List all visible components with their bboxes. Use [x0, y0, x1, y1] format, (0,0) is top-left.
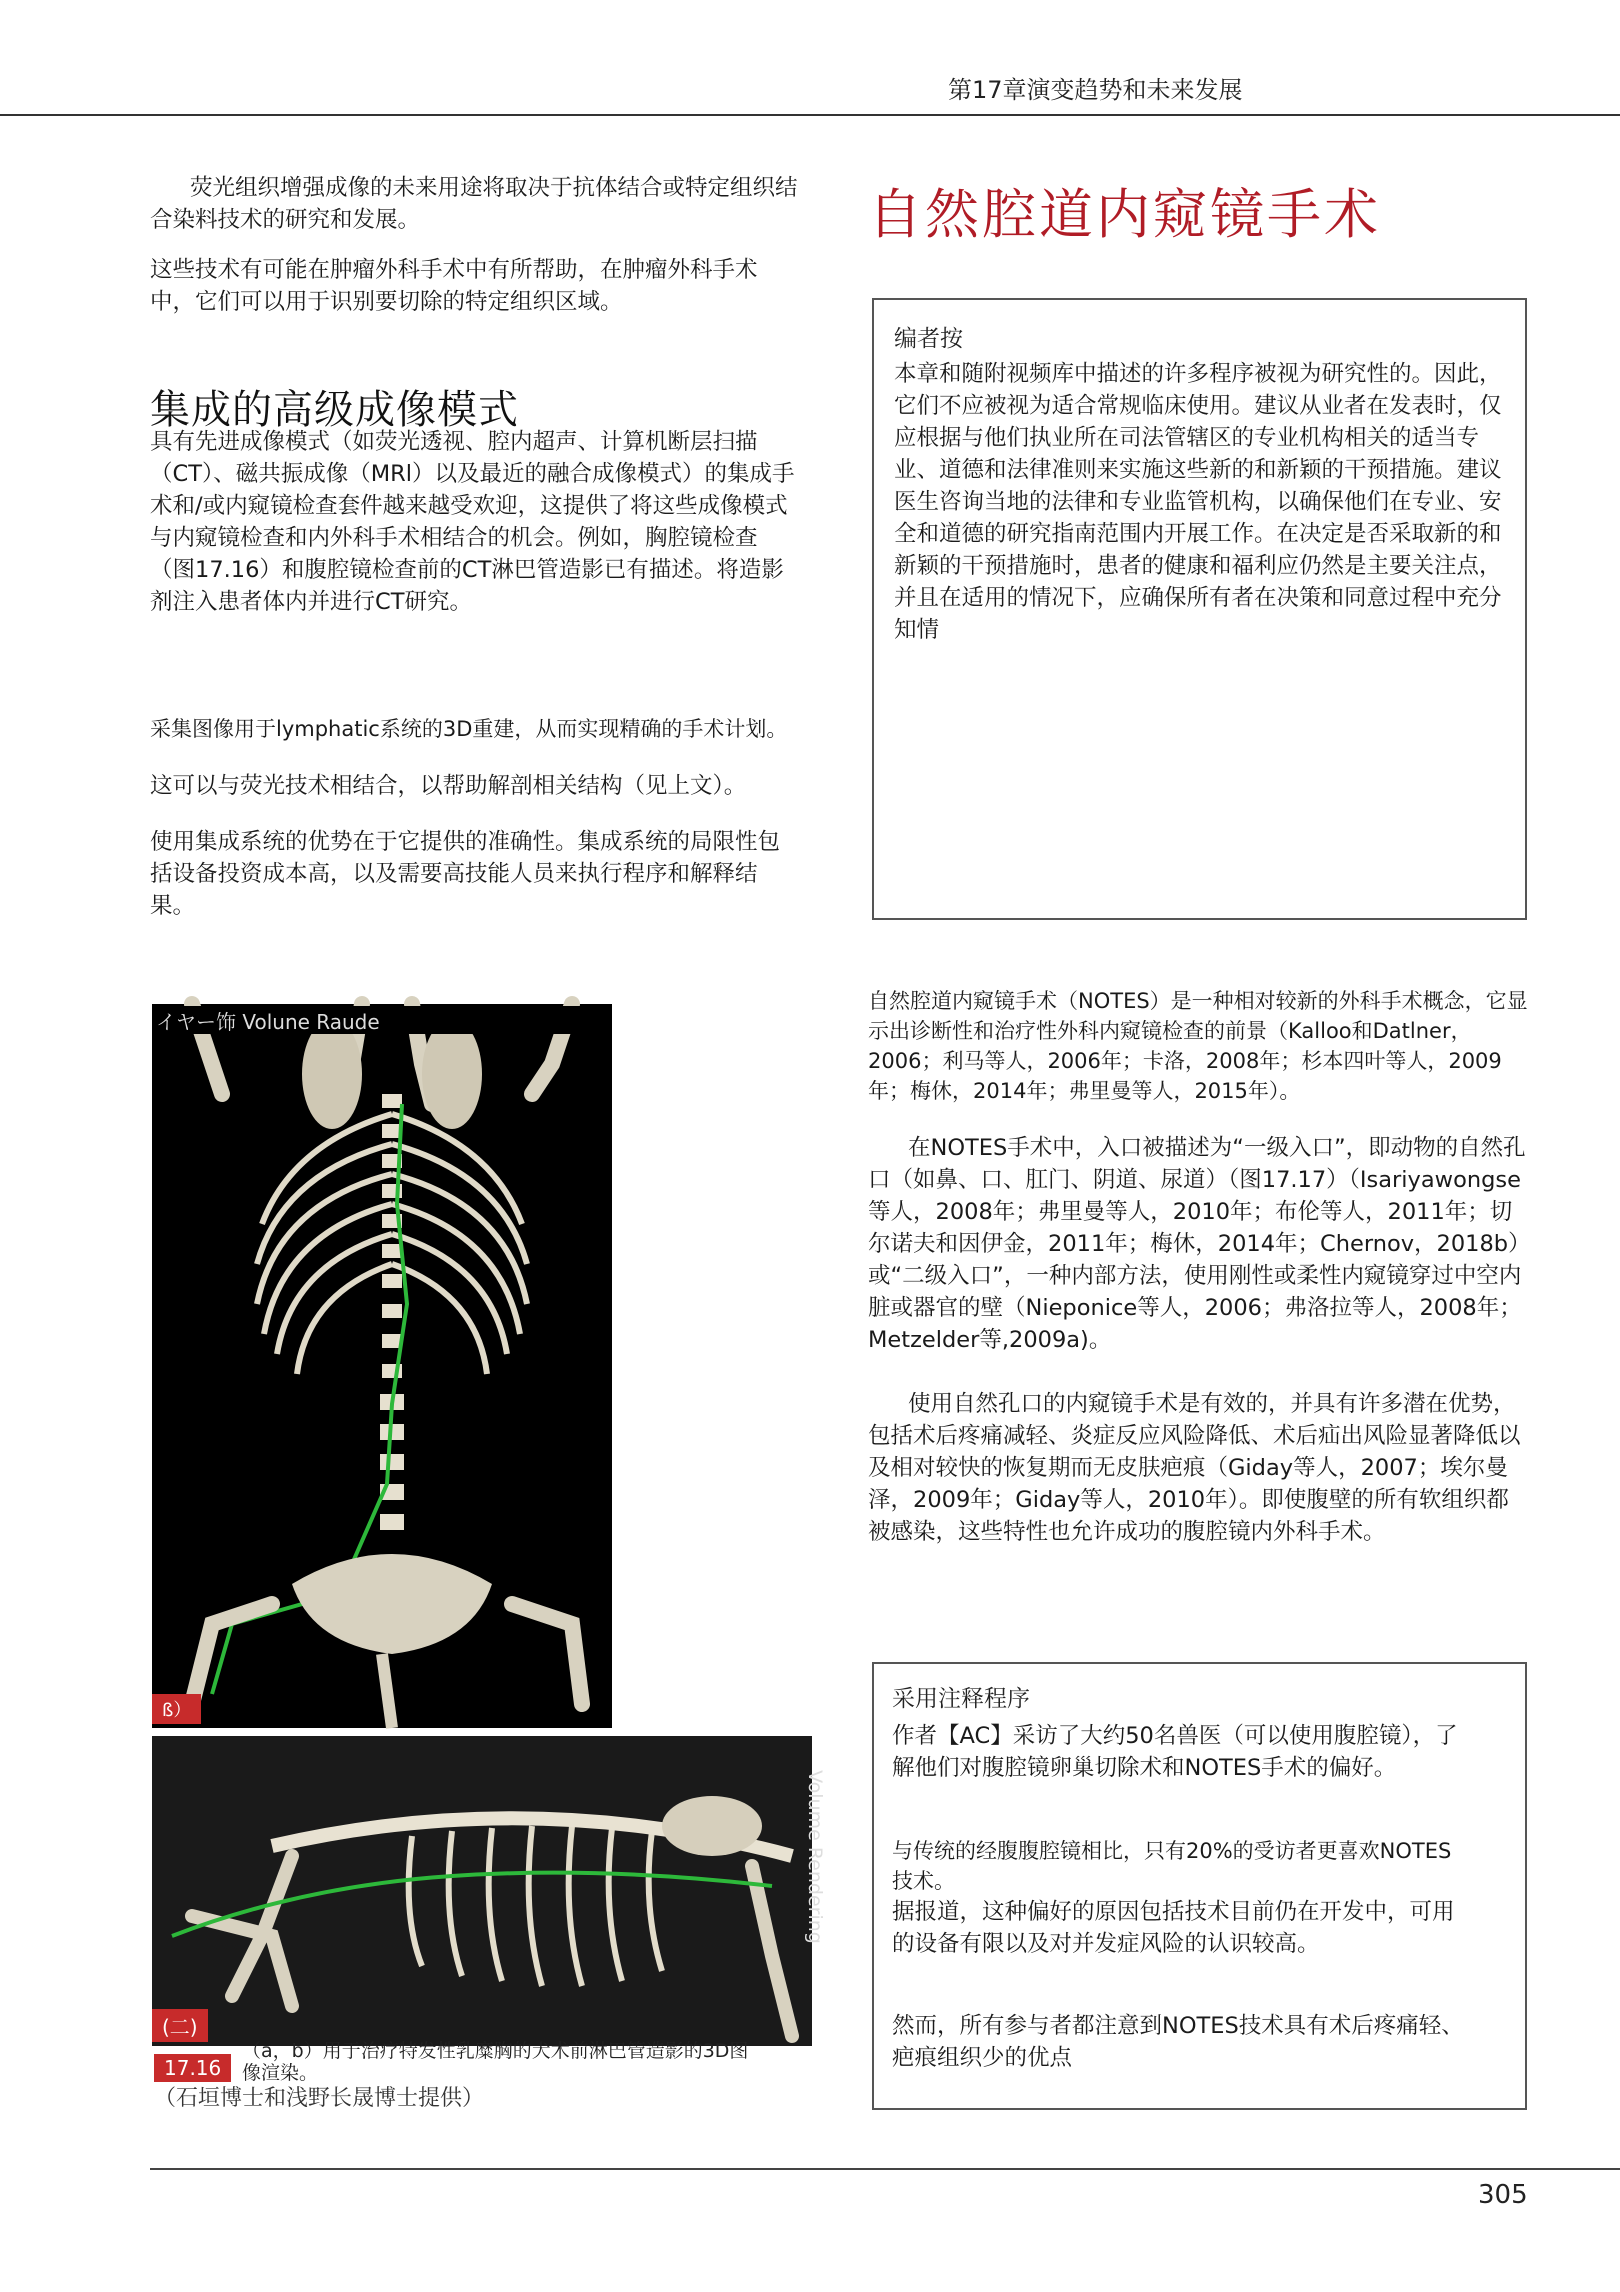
figure-number-badge: 17.16 [154, 2054, 231, 2082]
chapter-title: 第17章演变趋势和未来发展 [948, 76, 1243, 104]
left-paragraph-3: 具有先进成像模式（如荧光透视、腔内超声、计算机断层扫描（CT）、磁共振成像（MRl）以及最近的融合成像模式）的集成手术和/或内窥镜检查套件越来越受欢迎，这提供了将这些成像模式与内窥镜检查和内外科手术相结合的机会。例如，胸腔镜检查（图17.16）和腹腔镜检查前的CT淋巴管造影已有描述。将造影剂注入患者体内并进行CT研究。 [150, 429, 795, 615]
left-paragraph-4: 采集图像用于lymphatic系统的3D重建，从而实现精确的手术计划。 [150, 717, 788, 741]
figure-b-ct-render [152, 1736, 827, 2046]
notes-program-text-4: 然而，所有参与者都注意到NOTES技术具有术后疼痛轻、疤痕组织少的优点 [892, 2013, 1464, 2071]
editor-note-heading: 编者按 [894, 326, 963, 352]
notes-program-heading: 采用注释程序 [892, 1686, 1030, 1712]
page-number: 305 [1478, 2180, 1528, 2210]
left-paragraph-2: 这些技术有可能在肿瘤外科手术中有所帮助，在肿瘤外科手术中，它们可以用于识别要切除的特定组织区域。 [150, 257, 758, 315]
left-paragraph-1: 荧光组织增强成像的未来用途将取决于抗体结合或特定组织结合染料技术的研究和发展。 [150, 175, 798, 233]
notes-paragraph-1: 自然腔道内窥镜手术（NOTES）是一种相对较新的外科手术概念，它显示出诊断性和治疗性外科内窥镜检查的前景（Kalloo和Datlner，2006；利马等人，2006年；卡洛，2008年；杉本四叶等人，2009年；梅休，2014年；弗里曼等人，2015年）。 [868, 989, 1528, 1103]
figure-caption: （a，b）用于治疗特发性乳糜胸的犬术前淋巴管造影的3D图像渲染。 [242, 2040, 749, 2084]
notes-program-text-2: 与传统的经腹腹腔镜相比，只有20%的受访者更喜欢NOTES技术。 [892, 1839, 1452, 1893]
figure-a-ct-render [152, 1004, 612, 1728]
footer-divider [150, 2168, 1620, 2170]
notes-program-box [872, 1662, 1527, 2110]
figure-a-label: ß） [152, 1694, 201, 1724]
figure-b-label: (二) [152, 2009, 208, 2042]
notes-paragraph-3: 使用自然孔口的内窥镜手术是有效的，并具有许多潜在优势，包括术后疼痛减轻、炎症反应风险降低、术后疝出风险显著降低以及相对较快的恢复期而无皮肤疤痕（Giday等人，2007；埃尔曼泽，2009年；Giday等人，2010年）。即使腹壁的所有软组织都被感染，这些特性也允许成功的腹腔镜内外科手术。 [868, 1391, 1521, 1545]
notes-program-text-1: 作者【AC】采访了大约50名兽医（可以使用腹腔镜），了解他们对腹腔镜卵巢切除术和NOTES手术的偏好。 [892, 1723, 1458, 1781]
left-paragraph-5: 这可以与荧光技术相结合，以帮助解剖相关结构（见上文）。 [150, 773, 747, 799]
section-title-notes: 自然腔道内窥镜手术 [868, 183, 1381, 246]
editor-note-text: 本章和随附视频库中描述的许多程序被视为研究性的。因此，它们不应被视为适合常规临床使用。建议从业者在发表时，仅应根据与他们执业所在司法管辖区的专业机构相关的适当专业、道德和法律准则来实施这些新的和新颖的干预措施。建议医生咨询当地的法律和专业监管机构，以确保他们在专业、安全和道德的研究指南范围内开展工作。在决定是否采取新的和新颖的干预措施时，患者的健康和福利应仍然是主要关注点，并且在适用的情况下，应确保所有者在决策和同意过程中充分知情 [894, 361, 1502, 643]
notes-paragraph-2: 在NOTES手术中，入口被描述为“一级入口”，即动物的自然孔口（如鼻、口、肛门、阴道、尿道）（图17.17）（Isariyawongse等人，2008年；弗里曼等人，2010年；布伦等人，2011年；切尔诺夫和因伊金，2011年；梅休，2014年；Chernov，2018b）或“二级入口”，一种内部方法，使用刚性或柔性内窥镜穿过中空内脏或器官的壁（Nieponice等人，2006；弗洛拉等人，2008年；Metzelder等,2009a)。 [868, 1135, 1526, 1353]
header-divider [0, 114, 1620, 116]
left-paragraph-6: 使用集成系统的优势在于它提供的准确性。集成系统的局限性包括设备投资成本高，以及需要高技能人员来执行程序和解释结果。 [150, 829, 781, 919]
figure-credit: （石垣博士和浅野长晟博士提供） [154, 2086, 485, 2111]
section-heading: 集成的高级成像模式 [150, 387, 519, 433]
skeleton-dorsal-illustration [152, 1004, 612, 1728]
figure-b-side-overlay: Volume Rendering [804, 1770, 827, 1944]
editor-note-box [872, 298, 1527, 920]
figure-a-overlay-text: イヤー饰 Volune Raude [152, 1006, 612, 1034]
skeleton-lateral-illustration [152, 1736, 812, 2046]
notes-program-text-3: 据报道，这种偏好的原因包括技术目前仍在开发中，可用的设备有限以及对并发症风险的认识较高。 [892, 1899, 1455, 1957]
